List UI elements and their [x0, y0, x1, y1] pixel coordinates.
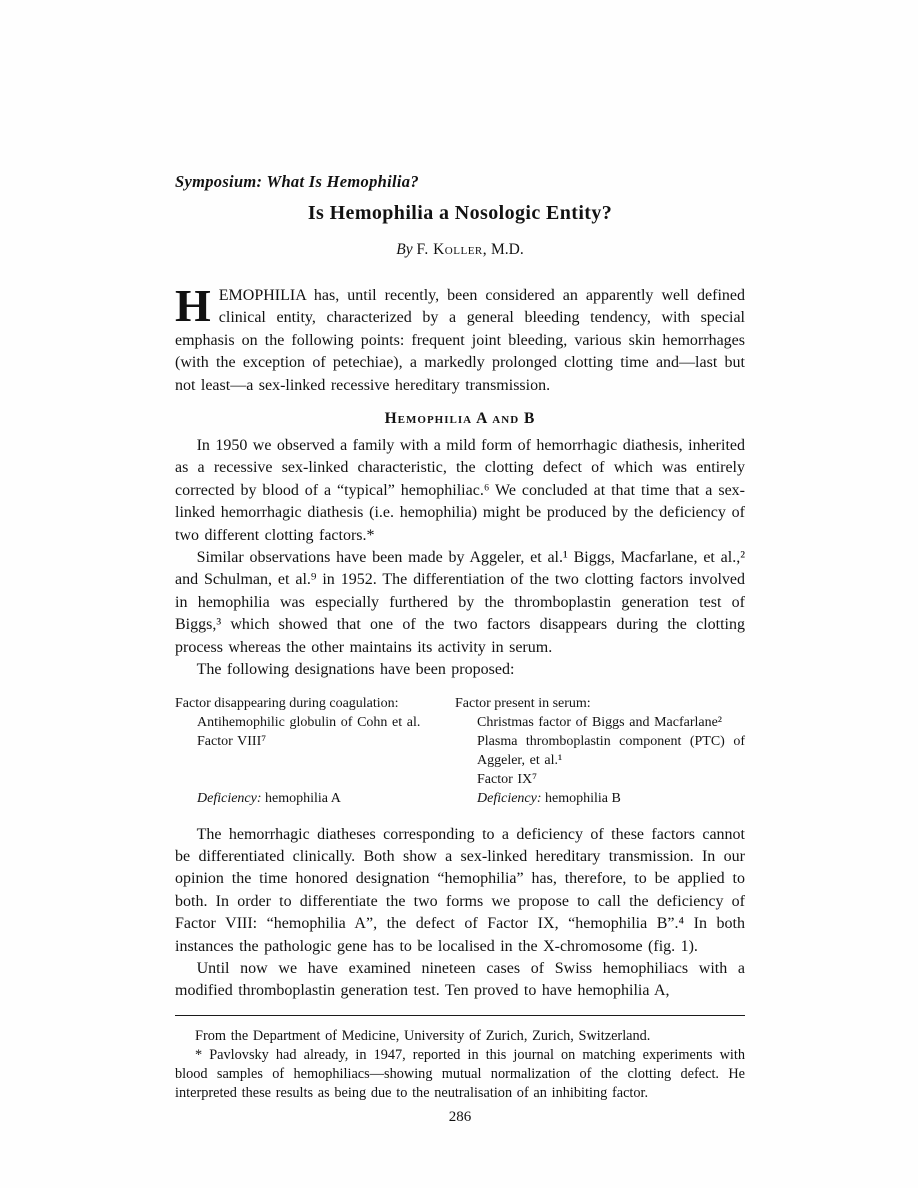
table-item: Factor VIII⁷ [197, 733, 267, 749]
deficiency-label: Deficiency: [197, 790, 262, 806]
section-heading: Hemophilia A and B [384, 410, 536, 428]
paragraph-diatheses: The hemorrhagic diatheses corresponding to a deficiency of these factors cannot be differentiated clinically. Both show a sex-linked hereditary transmission. In our opinion the time honored designation “hemophilia” has, therefore, to be applied to both. In order to differentiate the two forms we propose to call the deficiency of Factor VIII: “hemophilia A”, the defect of Factor IX, “hemophilia B”.⁴ In both instances the pathologic gene has to be localised in the X-chromosome (fig. 1). [175, 825, 745, 955]
byline-by: By [396, 241, 413, 258]
footnotes [175, 1027, 745, 1103]
page-title: Is Hemophilia a Nosologic Entity? [307, 202, 613, 224]
column-header: Factor disappearing during coagulation: [175, 695, 399, 711]
paragraph-intro [175, 280, 745, 397]
byline [175, 241, 745, 259]
table-item: Factor IX⁷ [477, 771, 538, 787]
symposium-line: Symposium: What Is Hemophilia? [175, 172, 419, 191]
deficiency-line [477, 789, 745, 808]
factor-column-serum [455, 694, 745, 808]
paragraph-similar-observations: Similar observations have been made by Aggeler, et al.¹ Biggs, Macfarlane, et al.,² and Schulman, et al.⁹ in 1952. The differentiation of the two clotting factors involved in hemophilia was especially furthered by the thromboplastin generation test of Biggs,³ which showed that one of the two factors disappears during the clotting process whereas the other maintains its activity in serum. [175, 549, 745, 656]
paragraph-swiss-cases: Until now we have examined nineteen cases of Swiss hemophiliacs with a modified thromboplastin generation test. Ten proved to have hemophilia A, [175, 959, 745, 1000]
paragraph-observations: In 1950 we observed a family with a mild form of hemorrhagic diathesis, inherited as a recessive sex-linked characteristic, the clotting defect of which was entirely corrected by blood of a “typical” hemophiliac.⁶ We concluded at that time that a sex-linked hemorrhagic diathesis (i.e. hemophilia) might be produced by the deficiency of two different clotting factors.* [175, 437, 745, 544]
table-item: Antihemophilic globulin of Cohn et al. [197, 714, 421, 730]
paragraph-intro-text: EMOPHILIA has, until recently, been considered an apparently well defined clinical entity, characterized by a general bleeding tendency, with special emphasis on the following points: frequent joint bleeding, various skin hemorrhages (with the exception of petechiae), a markedly prolonged clotting time and—last but not least—a sex-linked recessive hereditary transmission. [175, 287, 745, 394]
factor-column-coagulation [175, 694, 443, 808]
footnote-pavlovsky: * Pavlovsky had already, in 1947, reported in this journal on matching experiments with blood samples of hemophiliacs—showing mutual normalization of the clotting defect. He interpreted these results as being due to the neutralisation of an inhibiting factor. [175, 1046, 745, 1101]
factor-designation-table [175, 694, 745, 808]
author-degree: M.D. [491, 241, 524, 258]
drop-cap: H [175, 280, 211, 331]
page-number: 286 [448, 1108, 472, 1125]
deficiency-value: hemophilia A [265, 790, 341, 806]
footnote-affiliation: From the Department of Medicine, University of Zurich, Zurich, Switzerland. [195, 1027, 651, 1044]
table-item: Plasma thromboplastin component (PTC) of Aggeler, et al.¹ [477, 733, 745, 768]
deficiency-line [197, 789, 443, 808]
footnote-divider [175, 1015, 745, 1016]
paragraph-designations-intro: The following designations have been proposed: [196, 661, 515, 679]
author-name: F. Koller, [416, 241, 488, 258]
page-content [175, 172, 745, 1126]
table-item: Christmas factor of Biggs and Macfarlane² [477, 714, 723, 730]
column-header: Factor present in serum: [455, 695, 591, 711]
deficiency-value: hemophilia B [545, 790, 621, 806]
deficiency-label: Deficiency: [477, 790, 542, 806]
